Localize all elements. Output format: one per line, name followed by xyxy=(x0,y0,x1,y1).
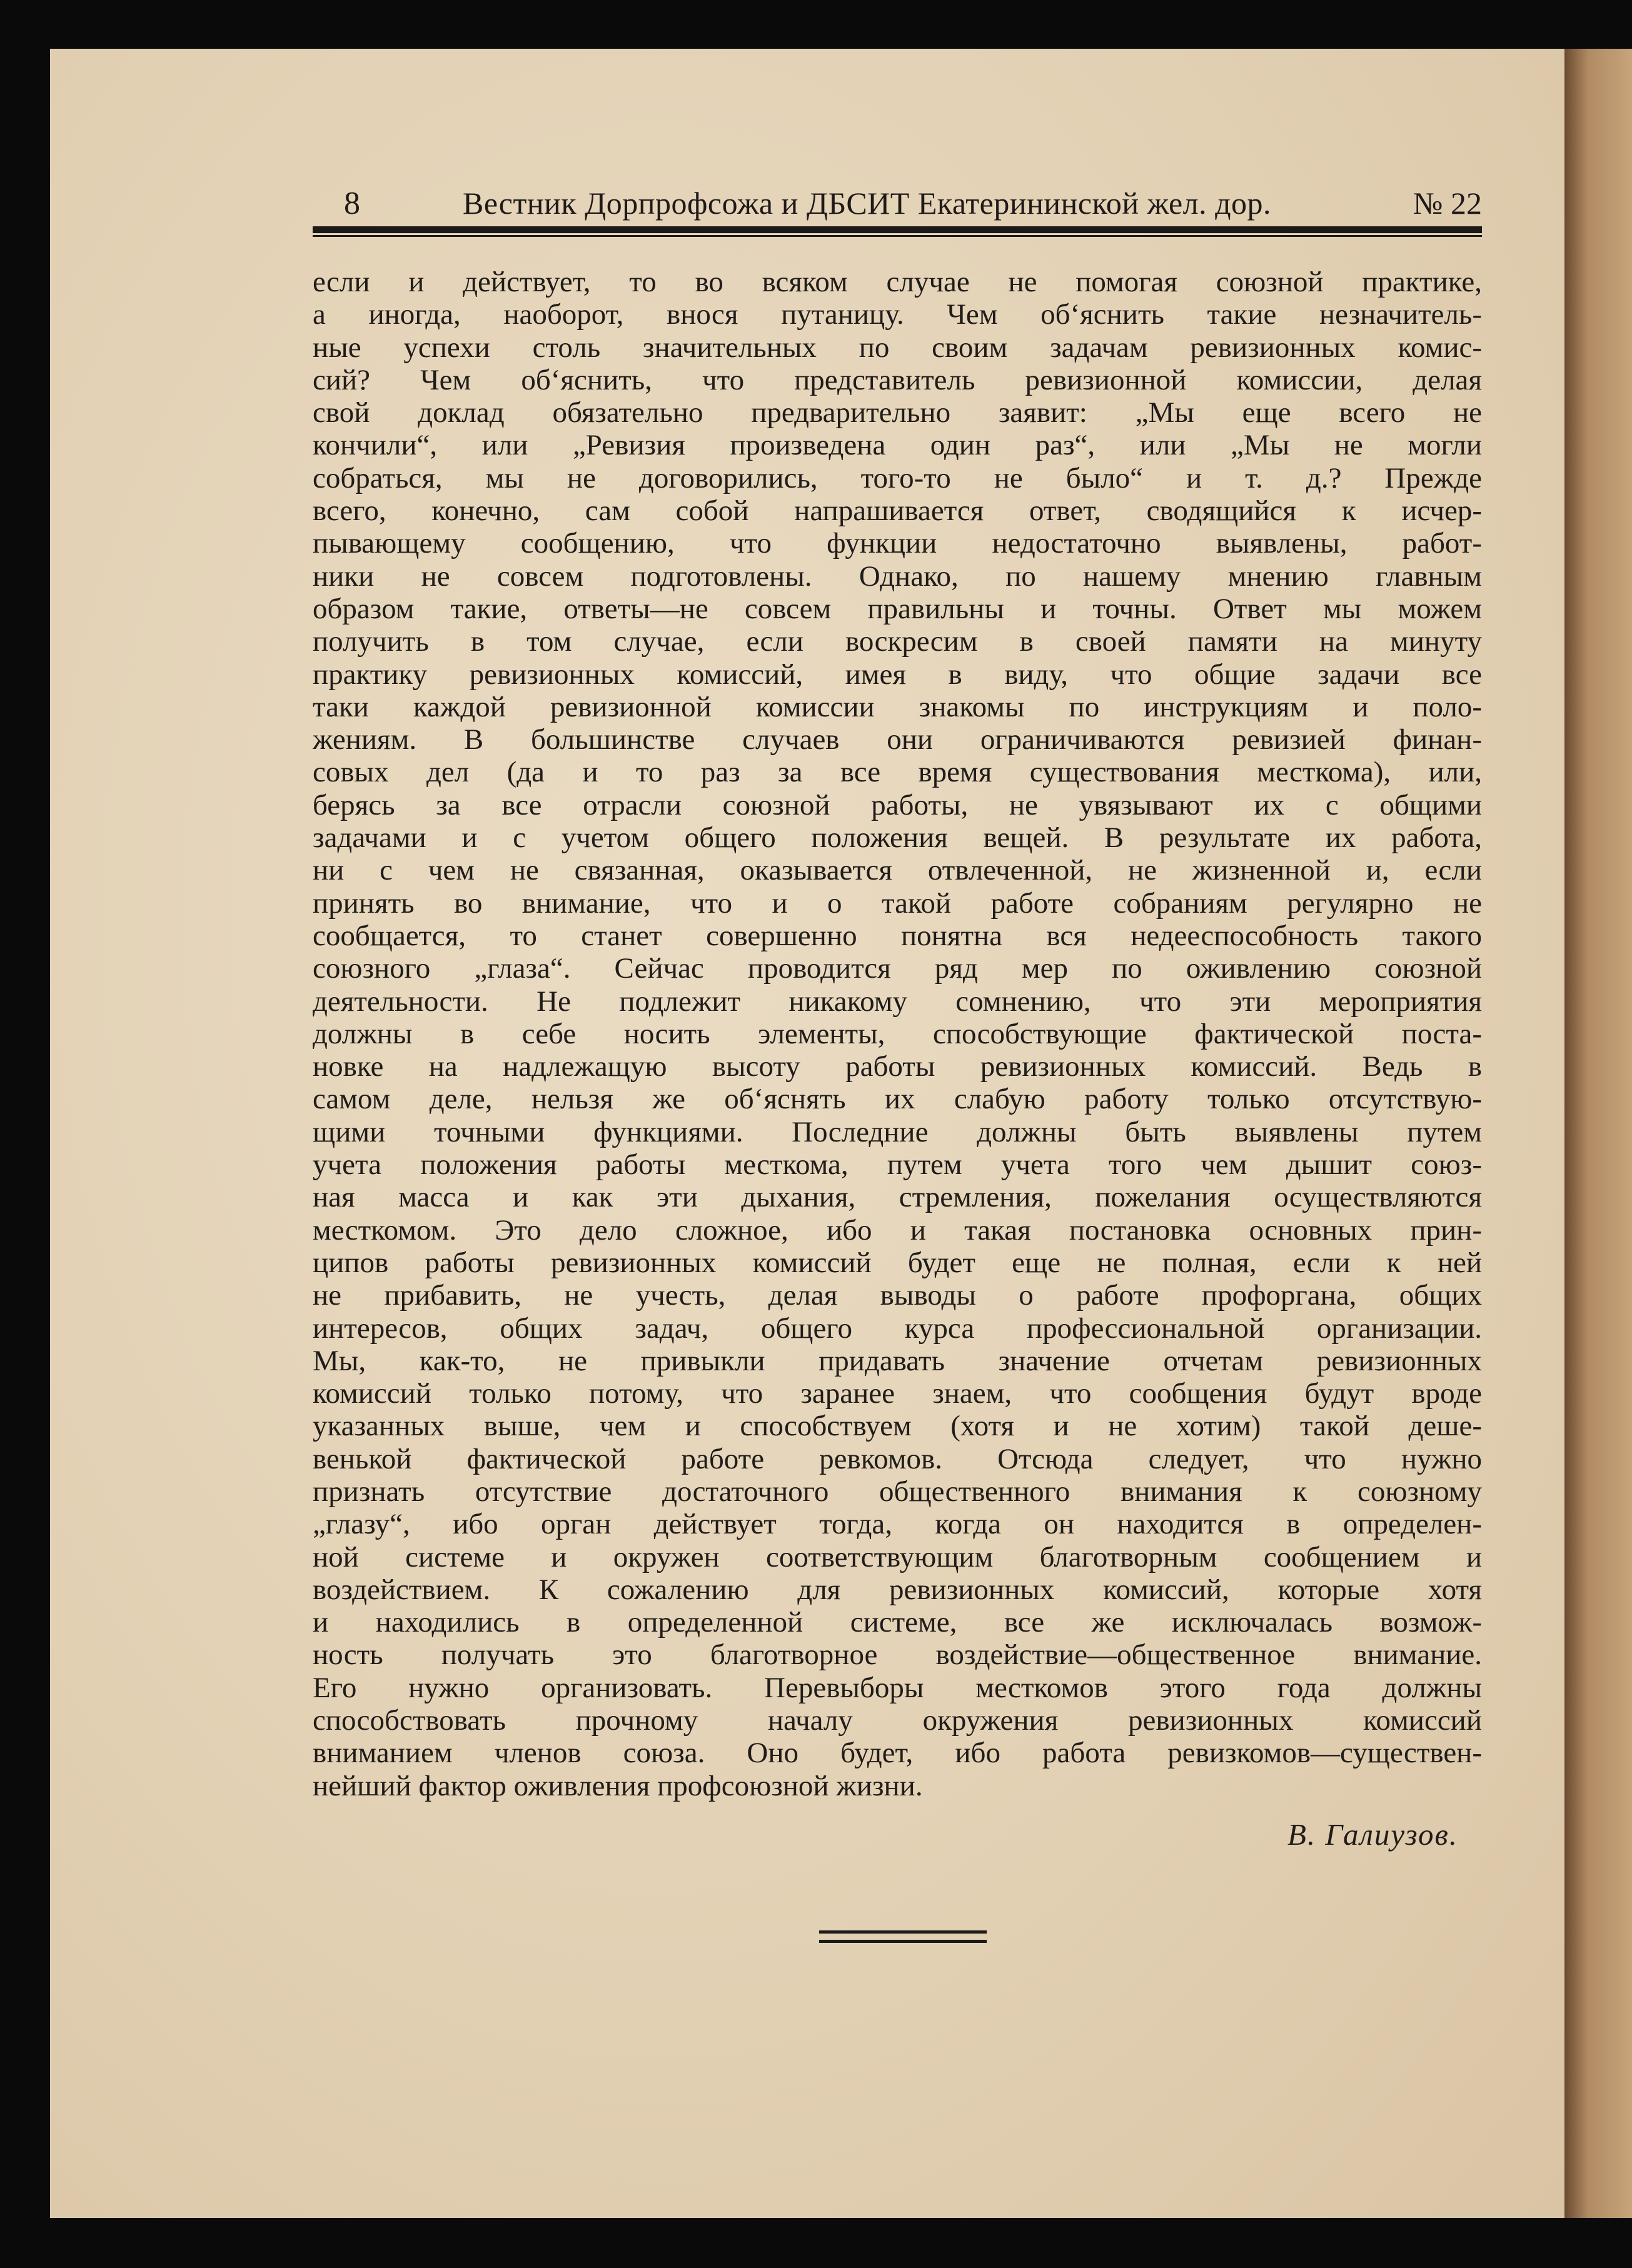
header-rule-thin xyxy=(313,235,1482,237)
text-line: комиссий только потому, что заранее знаем, что сообщения будут вроде xyxy=(313,1377,1482,1410)
text-line: а иногда, наоборот, внося путаницу. Чем об‘яснить такие незначитель- xyxy=(313,298,1482,331)
running-header xyxy=(263,185,1482,223)
text-line: новке на надлежащую высоту работы ревизионных комиссий. Ведь в xyxy=(313,1050,1482,1083)
text-line: щими точными функциями. Последние должны быть выявлены путем xyxy=(313,1115,1482,1148)
text-line: свой доклад обязательно предварительно заявит: „Мы еще всего не xyxy=(313,396,1482,429)
article-body xyxy=(313,266,1482,1802)
text-line: должны в себе носить элементы, способствующие фактической поста- xyxy=(313,1017,1482,1050)
text-line: сий? Чем об‘яснить, что представитель ревизионной комиссии, делая xyxy=(313,363,1482,396)
text-line: жениям. В большинстве случаев они ограничиваются ревизией финан- xyxy=(313,723,1482,756)
text-line: таки каждой ревизионной комиссии знакомы по инструкциям и поло- xyxy=(313,690,1482,723)
text-line: пывающему сообщению, что функции недостаточно выявлены, работ- xyxy=(313,527,1482,560)
text-line: ная масса и как эти дыхания, стремления, пожелания осуществляются xyxy=(313,1181,1482,1214)
text-line: Его нужно организовать. Перевыборы месткомов этого года должны xyxy=(313,1671,1482,1704)
end-rule-top xyxy=(819,1930,987,1934)
text-line: деятельности. Не подлежит никакому сомнению, что эти мероприятия xyxy=(313,985,1482,1018)
text-line: венькой фактической работе ревкомов. Отсюда следует, что нужно xyxy=(313,1442,1482,1475)
text-line: нейший фактор оживления профсоюзной жизни. xyxy=(313,1769,923,1802)
text-line: интересов, общих задач, общего курса профессиональной организации. xyxy=(313,1312,1482,1345)
text-line: союзного „глаза“. Сейчас проводится ряд мер по оживлению союзной xyxy=(313,952,1482,985)
text-line: сообщается, то станет совершенно понятна вся недееспособность такого xyxy=(313,919,1482,952)
text-line: способствовать прочному началу окружения ревизионных комиссий xyxy=(313,1704,1482,1737)
text-line: воздействием. К сожалению для ревизионных комиссий, которые хотя xyxy=(313,1573,1482,1606)
text-line: если и действует, то во всяком случае не помогая союзной практике, xyxy=(313,266,1482,298)
adjacent-page-edge xyxy=(1564,49,1632,2218)
issue-number: № 22 xyxy=(1413,186,1482,221)
journal-title: Вестник Дорпрофсожа и ДБСИТ Екатерининской жел. дор. xyxy=(463,186,1272,221)
text-line: признать отсутствие достаточного общественного внимания к союзному xyxy=(313,1475,1482,1508)
text-line: берясь за все отрасли союзной работы, не увязывают их с общими xyxy=(313,788,1482,821)
text-line: ной системе и окружен соответствующим благотворным сообщением и xyxy=(313,1540,1482,1573)
text-line: совых дел (да и то раз за все время существования месткома), или, xyxy=(313,756,1482,789)
page-number: 8 xyxy=(344,186,360,221)
text-line: ни с чем не связанная, оказывается отвлеченной, не жизненной и, если xyxy=(313,854,1482,887)
text-line: „глазу“, ибо орган действует тогда, когда он находится в определен- xyxy=(313,1508,1482,1541)
text-line: задачами и с учетом общего положения вещей. В результате их работа, xyxy=(313,821,1482,855)
text-line: образом такие, ответы—не совсем правильны и точны. Ответ мы можем xyxy=(313,592,1482,625)
text-line: месткомом. Это дело сложное, ибо и такая постановка основных прин- xyxy=(313,1213,1482,1247)
end-rule-bottom xyxy=(819,1940,987,1943)
text-line: получить в том случае, если воскресим в своей памяти на минуту xyxy=(313,625,1482,658)
text-line: принять во внимание, что и о такой работе собраниям регулярно не xyxy=(313,886,1482,920)
text-line: ципов работы ревизионных комиссий будет еще не полная, если к ней xyxy=(313,1246,1482,1279)
header-rule-thick xyxy=(313,226,1482,233)
author-signature: В. Галиузов. xyxy=(1287,1817,1458,1852)
text-line: Мы, как-то, не привыкли придавать значение отчетам ревизионных xyxy=(313,1344,1482,1377)
text-line: указанных выше, чем и способствуем (хотя и не хотим) такой деше- xyxy=(313,1410,1482,1443)
text-line: ность получать это благотворное воздействие—общественное внимание. xyxy=(313,1638,1482,1672)
text-line: кончили“, или „Ревизия произведена один раз“, или „Мы не могли xyxy=(313,429,1482,462)
text-line: собраться, мы не договорились, того-то не было“ и т. д.? Прежде xyxy=(313,461,1482,494)
text-line: самом деле, нельзя же об‘яснять их слабую работу только отсутствую- xyxy=(313,1083,1482,1116)
text-line: и находились в определенной системе, все же исключалась возмож- xyxy=(313,1606,1482,1639)
text-line: всего, конечно, сам собой напрашивается ответ, сводящийся к исчер- xyxy=(313,494,1482,528)
text-line: практику ревизионных комиссий, имея в виду, что общие задачи все xyxy=(313,658,1482,691)
text-line: вниманием членов союза. Оно будет, ибо работа ревизкомов—существен- xyxy=(313,1737,1482,1770)
text-line: ные успехи столь значительных по своим задачам ревизионных комис- xyxy=(313,331,1482,364)
text-line: не прибавить, не учесть, делая выводы о работе профоргана, общих xyxy=(313,1279,1482,1312)
text-line: учета положения работы месткома, путем учета того чем дышит союз- xyxy=(313,1148,1482,1182)
text-line: ники не совсем подготовлены. Однако, по нашему мнению главным xyxy=(313,559,1482,593)
